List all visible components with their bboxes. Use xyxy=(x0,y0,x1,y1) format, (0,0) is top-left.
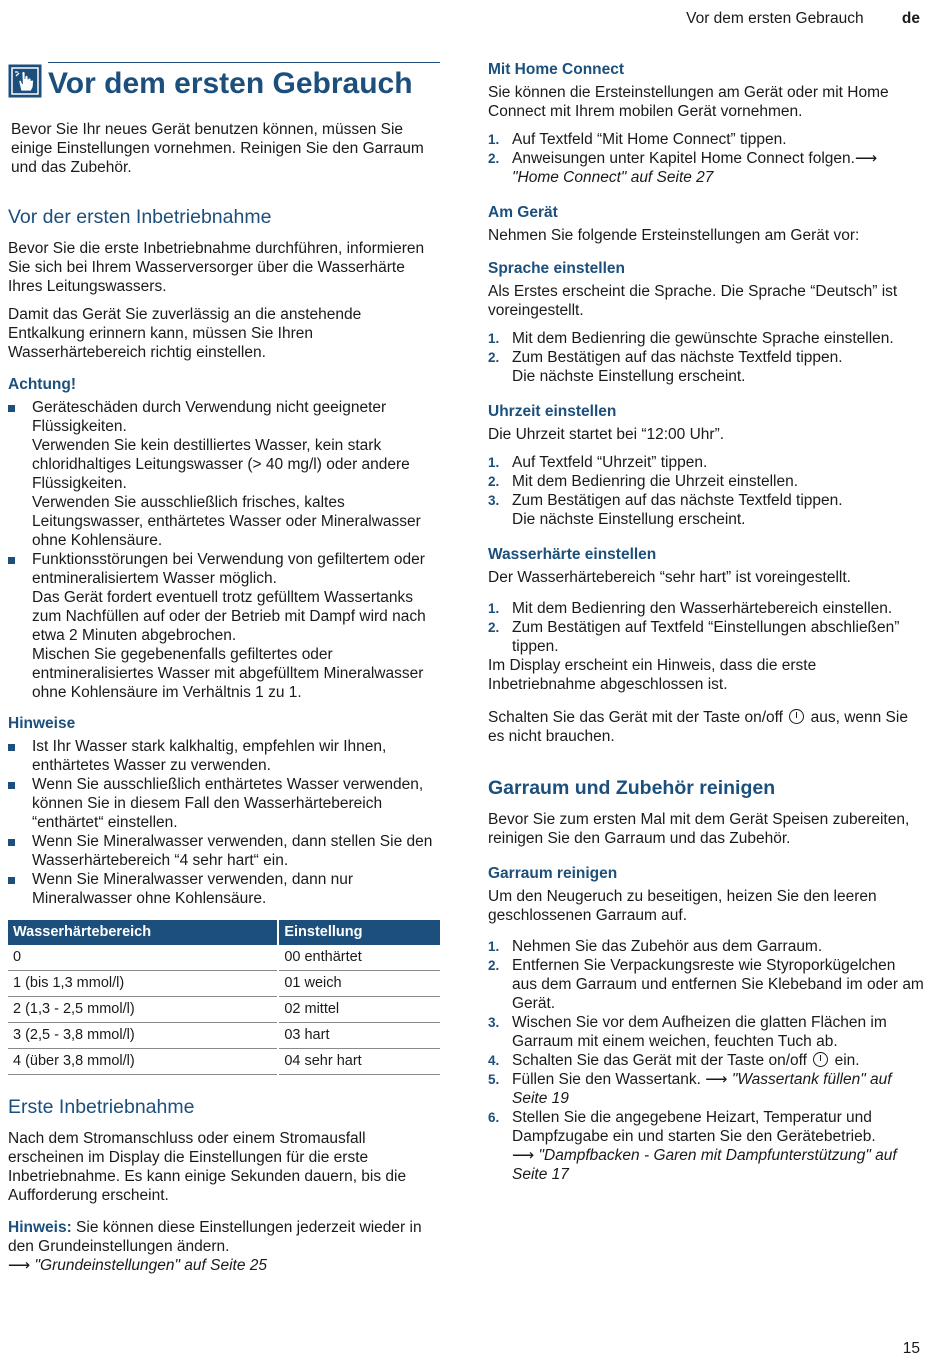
intro-paragraph: Bevor Sie Ihr neues Gerät benutzen können, müssen Sie einige Einstellungen vornehmen. Reinigen Sie den Garraum und das Zubehör. xyxy=(11,121,424,176)
paragraph xyxy=(488,708,924,746)
table-cell: 1 (bis 1,3 mmol/l) xyxy=(8,971,278,997)
step-result: Die nächste Einstellung erscheint. xyxy=(512,511,746,528)
step-text: Zum Bestätigen auf Textfeld “Einstellungen abschließen” tippen. xyxy=(512,619,900,655)
step-number: 2. xyxy=(488,151,500,166)
step-number: 6. xyxy=(488,1110,500,1125)
page-reference-link[interactable]: "Wassertank füllen" auf Seite 19 xyxy=(512,1071,892,1107)
heading-am-geraet: Am Gerät xyxy=(488,204,558,221)
hint-text: Sie können diese Einstellungen jederzeit wieder in den Grundeinstellungen ändern. xyxy=(8,1219,422,1255)
warning-text: Verwenden Sie ausschließlich frisches, kaltes Leitungswasser, enthärtetes Wasser oder Mineralwasser ohne Kohlensäure. xyxy=(32,494,421,549)
table-cell: 02 mittel xyxy=(278,997,440,1023)
table-cell: 03 hart xyxy=(278,1023,440,1049)
power-button-icon xyxy=(789,709,804,724)
step-text: Entfernen Sie Verpackungsreste wie Styroporkügelchen aus dem Garraum und entfernen Sie Klebeband im oder am Gerät. xyxy=(512,957,924,1012)
page-number: 15 xyxy=(902,1340,920,1357)
step-number: 1. xyxy=(488,601,500,616)
time-steps xyxy=(488,453,924,529)
chapter-title-row xyxy=(8,60,440,102)
table-row xyxy=(8,997,440,1023)
heading-erste-inbetriebnahme: Erste Inbetriebnahme xyxy=(8,1096,195,1118)
list-item xyxy=(8,398,440,550)
page-reference-link[interactable]: "Home Connect" auf Seite 27 xyxy=(512,169,714,186)
step-text: Auf Textfeld “Uhrzeit” tippen. xyxy=(512,454,708,471)
list-item xyxy=(488,453,924,472)
step-text: Anweisungen unter Kapitel Home Connect folgen. xyxy=(512,150,855,167)
right-column xyxy=(488,60,924,1193)
list-item xyxy=(488,1013,924,1051)
step-number: 2. xyxy=(488,958,500,973)
step-number: 2. xyxy=(488,350,500,365)
list-item: Wenn Sie Mineralwasser verwenden, dann nur Mineralwasser ohne Kohlensäure. xyxy=(8,870,440,908)
left-column xyxy=(8,60,440,1284)
paragraph: Die Uhrzeit startet bei “12:00 Uhr”. xyxy=(488,426,725,443)
home-connect-steps xyxy=(488,130,924,187)
onoff-text: Schalten Sie das Gerät mit der Taste on/off xyxy=(488,709,783,726)
list-item xyxy=(488,956,924,1013)
notes-list xyxy=(8,737,440,908)
list-item xyxy=(488,1051,924,1070)
warning-text: Verwenden Sie kein destilliertes Wasser, kein stark chloridhaltiges Leitungswasser (> 40 mg/l) oder andere Flüssigkeiten. xyxy=(32,437,410,492)
heading-mit-home-connect: Mit Home Connect xyxy=(488,61,625,78)
heading-wasserhaerte-einstellen: Wasserhärte einstellen xyxy=(488,546,657,563)
arrow-icon: ⟶ xyxy=(8,1257,35,1274)
heading-uhrzeit-einstellen: Uhrzeit einstellen xyxy=(488,403,617,420)
heading-sprache-einstellen: Sprache einstellen xyxy=(488,260,625,277)
arrow-icon: ⟶ xyxy=(512,1147,539,1164)
onoff-text: aus, wenn Sie es nicht brauchen. xyxy=(488,709,908,745)
language-steps xyxy=(488,329,924,386)
arrow-icon: ⟶ xyxy=(854,150,878,167)
table-row xyxy=(8,1023,440,1049)
table-cell: 0 xyxy=(8,945,278,971)
hint-label: Hinweis: xyxy=(8,1219,72,1236)
warning-text: Funktionsstörungen bei Verwendung von gefiltertem oder entmineralisiertem Wasser möglich. xyxy=(32,551,425,587)
step-text: Mit dem Bedienring die gewünschte Sprache einstellen. xyxy=(512,330,894,347)
step-number: 3. xyxy=(488,493,500,508)
header-language: de xyxy=(901,10,920,27)
table-row xyxy=(8,945,440,971)
running-header xyxy=(686,9,920,28)
step-text: Schalten Sie das Gerät mit der Taste on/off xyxy=(512,1052,807,1069)
warning-text: Geräteschäden durch Verwendung nicht geeigneter Flüssigkeiten. xyxy=(32,399,387,435)
table-cell: 04 sehr hart xyxy=(278,1049,440,1075)
step-text: ein. xyxy=(830,1052,860,1069)
paragraph: Im Display erscheint ein Hinweis, dass die erste Inbetriebnahme abgeschlossen ist. xyxy=(488,657,817,693)
heading-garraum-zubehoer-reinigen: Garraum und Zubehör reinigen xyxy=(488,777,776,799)
warning-text: Das Gerät fordert eventuell trotz gefülltem Wassertanks zum Nachfüllen auf oder der Betrieb mit Dampf wird nach etwa 2 Minuten abgebrochen. xyxy=(32,589,426,644)
list-item xyxy=(488,130,924,149)
paragraph: Sie können die Ersteinstellungen am Gerät oder mit Home Connect mit Ihrem mobilen Gerät vornehmen. xyxy=(488,84,889,120)
heading-vor-ersten-inbetriebnahme: Vor der ersten Inbetriebnahme xyxy=(8,206,272,228)
step-number: 2. xyxy=(488,620,500,635)
step-text: Nehmen Sie das Zubehör aus dem Garraum. xyxy=(512,938,823,955)
paragraph: Damit das Gerät Sie zuverlässig an die anstehende Entkalkung erinnern kann, müssen Sie Ihren Wasserhärtebereich richtig einstellen. xyxy=(8,306,362,361)
heading-garraum-reinigen: Garraum reinigen xyxy=(488,865,618,882)
warning-list xyxy=(8,398,440,702)
column-header: Wasserhärtebereich xyxy=(8,920,278,945)
list-item: Wenn Sie Mineralwasser verwenden, dann stellen Sie den Wasserhärtebereich “4 sehr hart“ ein. xyxy=(8,832,440,870)
water-hardness-table xyxy=(8,920,440,1075)
paragraph: Als Erstes erscheint die Sprache. Die Sprache “Deutsch” ist voreingestellt. xyxy=(488,283,898,319)
step-number: 4. xyxy=(488,1053,500,1068)
step-text: Mit dem Bedienring die Uhrzeit einstellen. xyxy=(512,473,799,490)
notes-heading: Hinweise xyxy=(8,715,76,732)
table-row xyxy=(8,971,440,997)
hardness-steps xyxy=(488,599,924,656)
paragraph: Der Wasserhärtebereich “sehr hart” ist voreingestellt. xyxy=(488,569,851,586)
step-number: 1. xyxy=(488,132,500,147)
list-item xyxy=(488,1070,924,1108)
step-result: Die nächste Einstellung erscheint. xyxy=(512,368,746,385)
table-cell: 2 (1,3 - 2,5 mmol/l) xyxy=(8,997,278,1023)
warning-text: Mischen Sie gegebenenfalls gefiltertes oder entmineralisiertes Wasser mit abgefülltem Mineralwasser ohne Kohlensäure im Verhältnis 1 zu 1. xyxy=(32,646,424,701)
step-text: Stellen Sie die angegebene Heizart, Temperatur und Dampfzugabe ein und starten Sie den Gerätebetrieb. xyxy=(512,1109,876,1145)
table-row xyxy=(8,1049,440,1075)
step-number: 5. xyxy=(488,1072,500,1087)
step-text: Zum Bestätigen auf das nächste Textfeld tippen. xyxy=(512,492,843,509)
arrow-icon: ⟶ xyxy=(705,1071,732,1088)
step-text: Mit dem Bedienring den Wasserhärtebereich einstellen. xyxy=(512,600,893,617)
warning-heading: Achtung! xyxy=(8,376,77,393)
step-number: 1. xyxy=(488,331,500,346)
page-reference-link[interactable]: "Grundeinstellungen" auf Seite 25 xyxy=(34,1257,268,1274)
header-section-title: Vor dem ersten Gebrauch xyxy=(686,10,864,27)
hint-paragraph xyxy=(8,1218,440,1275)
list-item xyxy=(488,491,924,529)
step-number: 1. xyxy=(488,939,500,954)
cleaning-steps xyxy=(488,937,924,1184)
paragraph: Nach dem Stromanschluss oder einem Stromausfall erscheinen im Display die Einstellungen für die erste Inbetriebnahme. Es kann einige Sekunden dauern, bis die Aufforderung erscheint. xyxy=(8,1130,407,1204)
table-header-row xyxy=(8,920,440,945)
step-number: 3. xyxy=(488,1015,500,1030)
paragraph: Bevor Sie zum ersten Mal mit dem Gerät Speisen zubereiten, reinigen Sie den Garraum und das Zubehör. xyxy=(488,811,910,847)
page-reference-link[interactable]: "Dampfbacken - Garen mit Dampfunterstützung" auf Seite 17 xyxy=(512,1147,897,1183)
list-item: Wenn Sie ausschließlich enthärtetes Wasser verwenden, können Sie in diesem Fall den Wasserhärtebereich “enthärtet“ einstellen. xyxy=(8,775,440,832)
step-number: 1. xyxy=(488,455,500,470)
paragraph: Um den Neugeruch zu beseitigen, heizen Sie den leeren geschlossenen Garraum auf. xyxy=(488,888,877,924)
step-text: Auf Textfeld “Mit Home Connect” tippen. xyxy=(512,131,787,148)
list-item xyxy=(488,329,924,348)
table-cell: 01 weich xyxy=(278,971,440,997)
hand-pointer-icon xyxy=(8,64,42,98)
list-item xyxy=(488,937,924,956)
table-cell: 4 (über 3,8 mmol/l) xyxy=(8,1049,278,1075)
step-text: Füllen Sie den Wassertank. xyxy=(512,1071,701,1088)
list-item xyxy=(488,1108,924,1184)
list-item xyxy=(488,149,924,187)
list-item xyxy=(488,599,924,618)
list-item xyxy=(488,348,924,386)
list-item xyxy=(488,618,924,656)
step-text: Zum Bestätigen auf das nächste Textfeld tippen. xyxy=(512,349,843,366)
chapter-title: Vor dem ersten Gebrauch xyxy=(48,62,440,101)
column-header: Einstellung xyxy=(278,920,440,945)
list-item xyxy=(8,550,440,702)
paragraph: Nehmen Sie folgende Ersteinstellungen am Gerät vor: xyxy=(488,227,860,244)
list-item xyxy=(488,472,924,491)
table-cell: 00 enthärtet xyxy=(278,945,440,971)
step-number: 2. xyxy=(488,474,500,489)
power-button-icon xyxy=(813,1052,828,1067)
table-cell: 3 (2,5 - 3,8 mmol/l) xyxy=(8,1023,278,1049)
paragraph: Bevor Sie die erste Inbetriebnahme durchführen, informieren Sie sich bei Ihrem Wasserversorger über die Wasserhärte Ihres Leitungswassers. xyxy=(8,240,425,295)
step-text: Wischen Sie vor dem Aufheizen die glatten Flächen im Garraum mit einem weichen, feuchten Tuch ab. xyxy=(512,1014,887,1050)
list-item: Ist Ihr Wasser stark kalkhaltig, empfehlen wir Ihnen, enthärtetes Wasser zu verwenden. xyxy=(8,737,440,775)
